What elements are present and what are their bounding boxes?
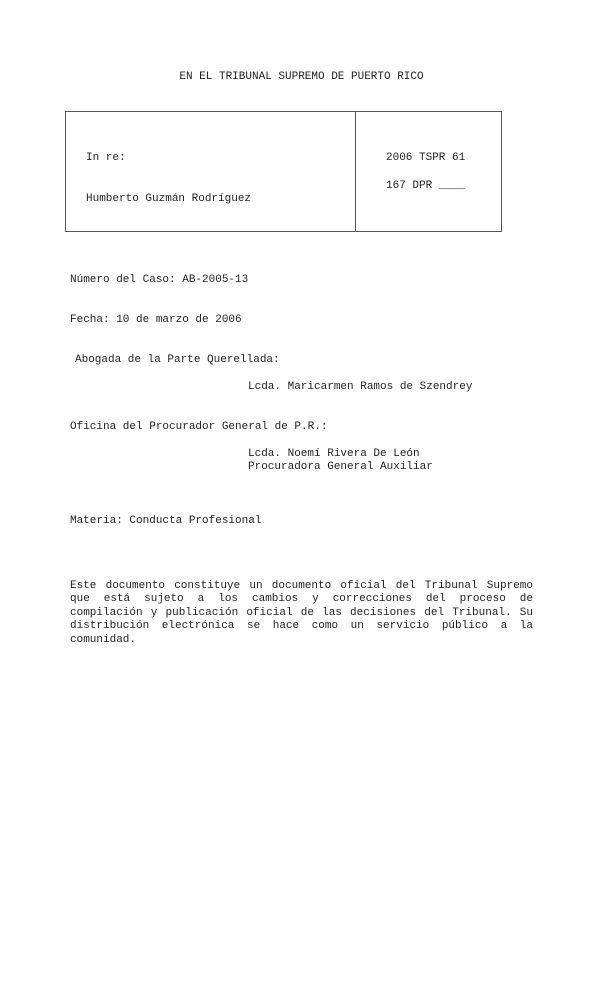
solicitor-title: Procuradora General Auxiliar	[248, 461, 433, 473]
party-name: Humberto Guzmán Rodríguez	[86, 193, 252, 205]
defense-counsel-label: Abogada de la Parte Querellada:	[75, 354, 280, 366]
case-number: Número del Caso: AB-2005-13	[70, 274, 249, 286]
in-re-label: In re:	[86, 152, 126, 164]
court-title: EN EL TRIBUNAL SUPREMO DE PUERTO RICO	[179, 71, 424, 83]
decision-date: Fecha: 10 de marzo de 2006	[70, 314, 242, 326]
citation-dpr: 167 DPR ____	[386, 180, 466, 192]
caption-box	[65, 111, 502, 232]
defense-counsel-name: Lcda. Maricarmen Ramos de Szendrey	[248, 381, 473, 393]
caption-divider	[355, 111, 356, 232]
citation-tspr: 2006 TSPR 61	[386, 152, 466, 164]
disclaimer-paragraph: Este documento constituye un documento oficial del Tribunal Supremo que está sujeto a los cambios y correcciones del proceso de compilación y publicación oficial de las decisiones del Tribunal. Su distribución electrónica se hace como un servicio público a la comunidad.	[70, 580, 533, 646]
solicitor-label: Oficina del Procurador General de P.R.:	[70, 421, 328, 433]
solicitor-name: Lcda. Noemí Rivera De León	[248, 448, 420, 460]
subject: Materia: Conducta Profesional	[70, 515, 262, 527]
